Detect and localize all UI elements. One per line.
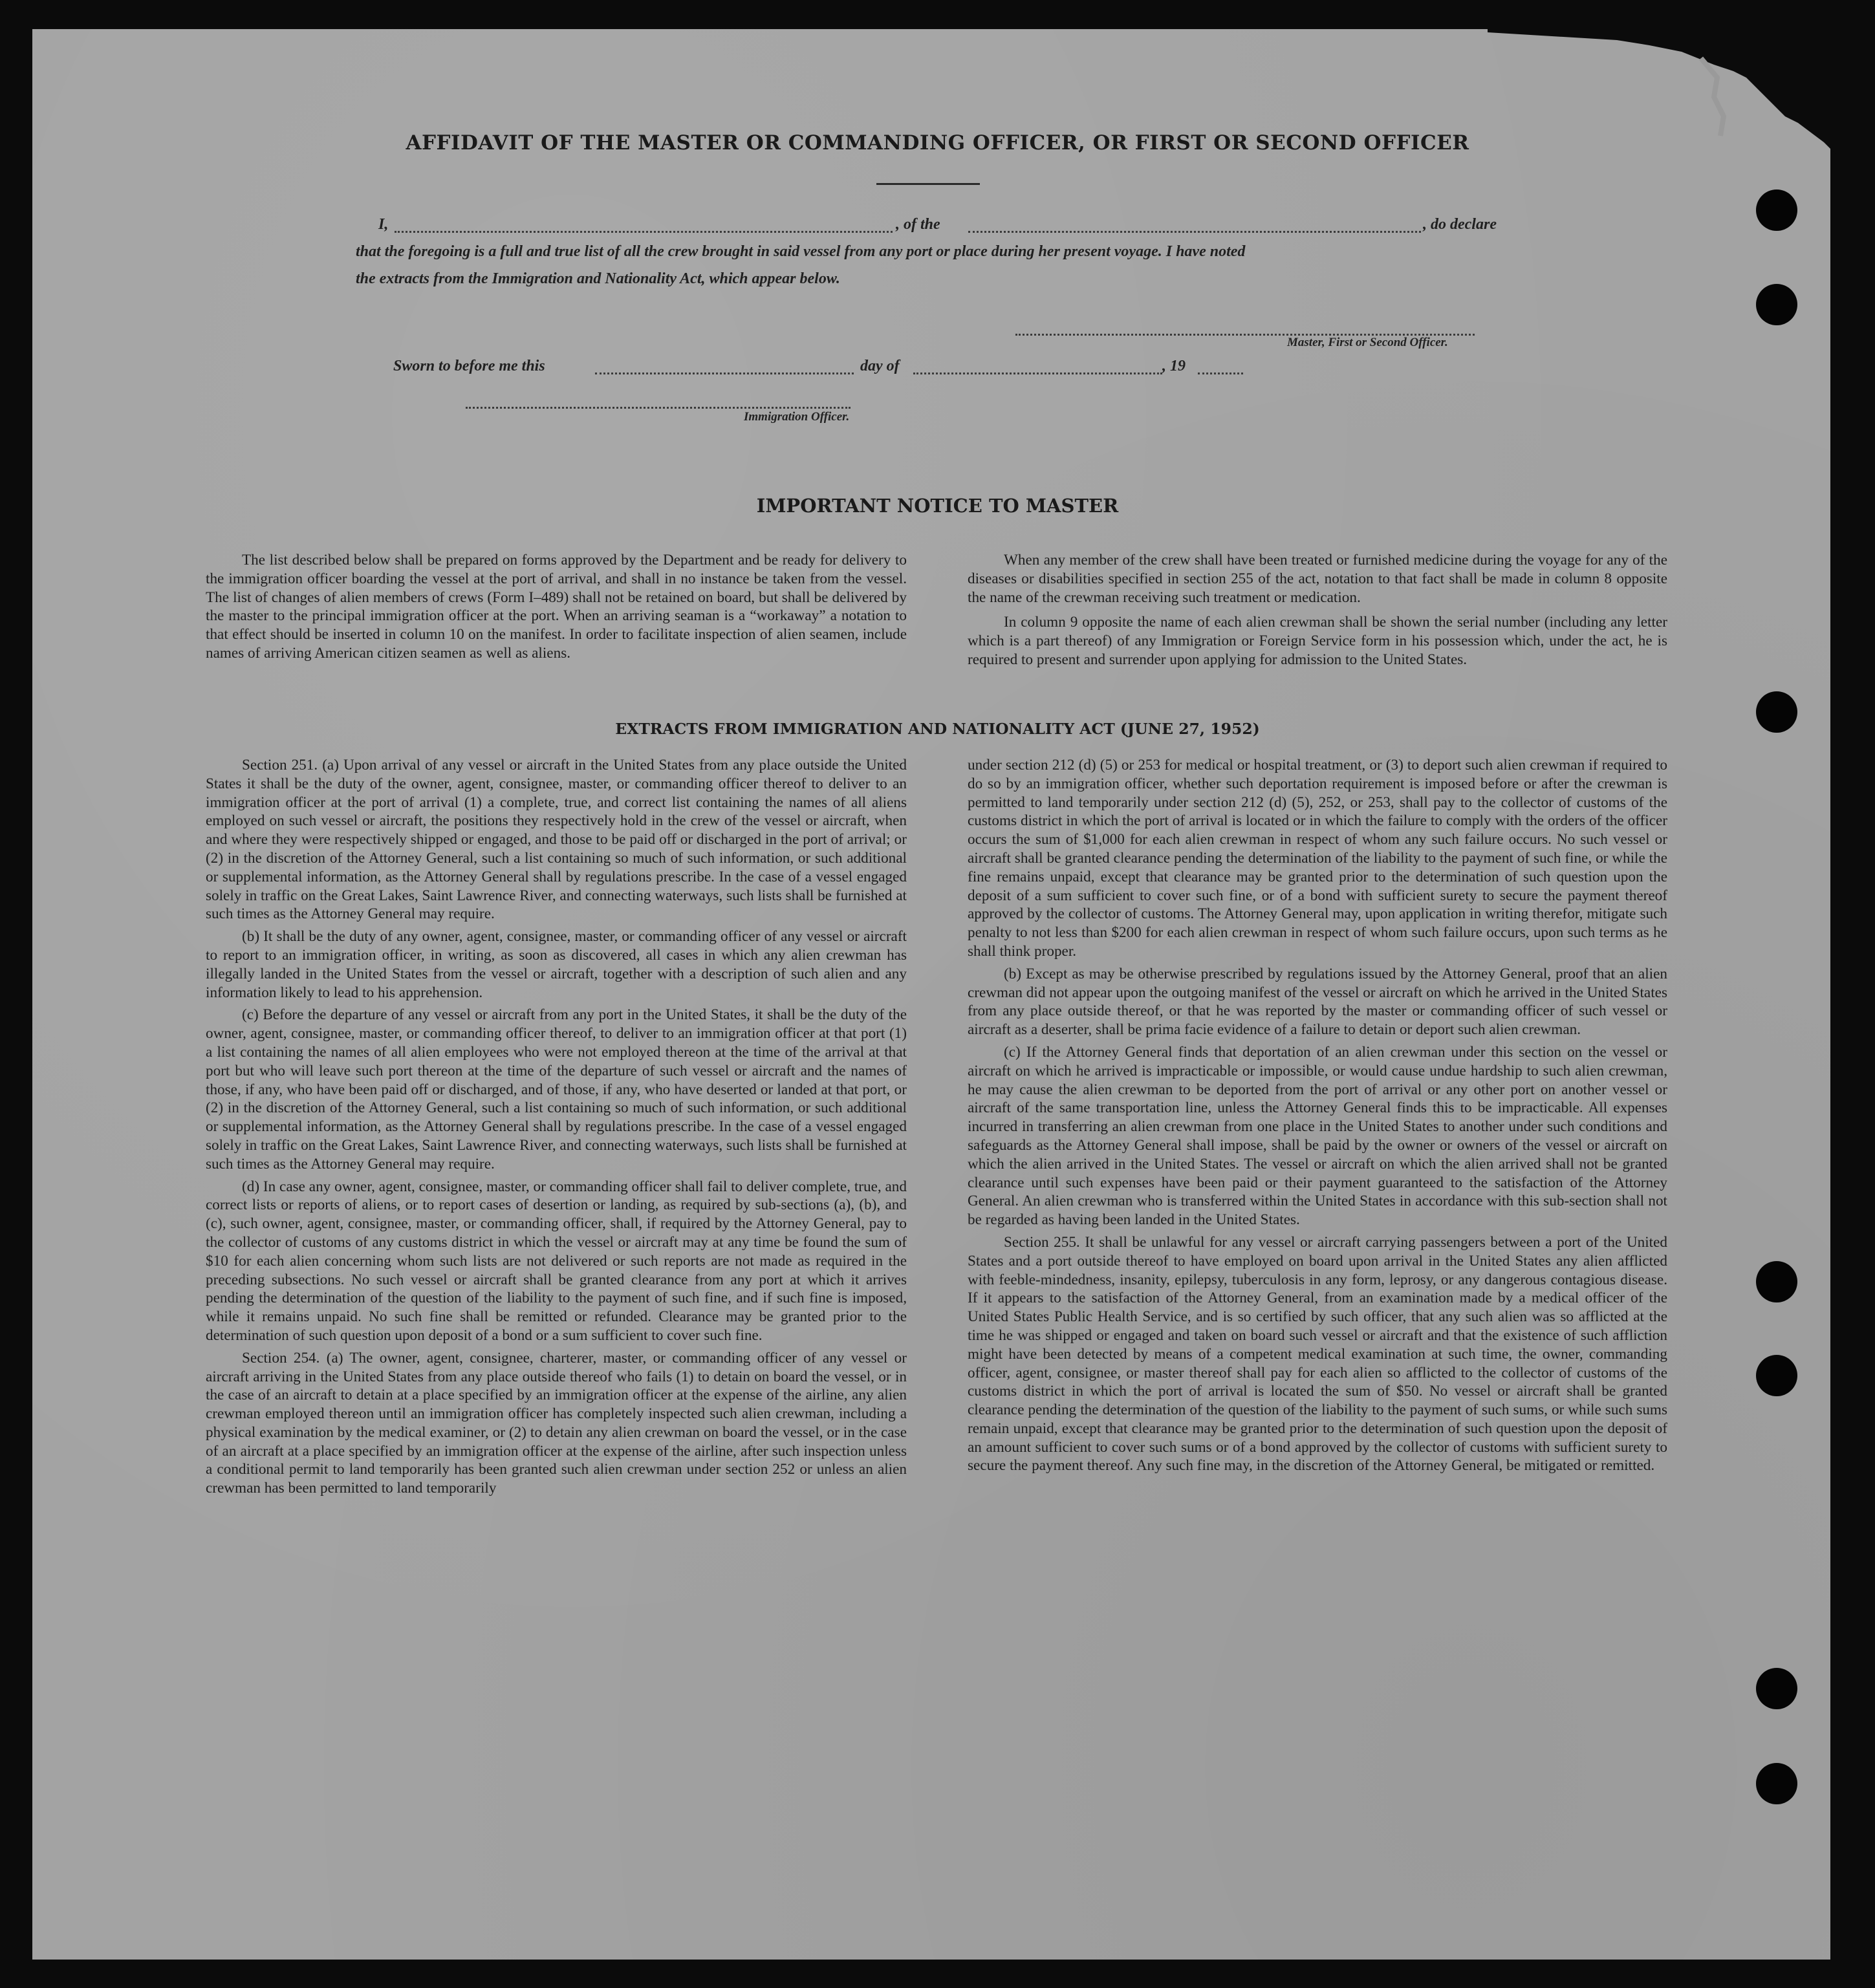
- notice-right-paragraph-1: When any member of the crew shall have been treated or furnished medicine during the voyage for any of the diseases or disabilities specified in section 255 of the act, notation to that fact shall be made in column 8 opposite the name of the crewman receiving such treatment or medication.: [968, 552, 1667, 606]
- declaration-statement-line-2: the extracts from the Immigration and Nationality Act, which appear below.: [356, 270, 840, 287]
- declare-do-declare-label: , do declare: [1423, 216, 1497, 233]
- extracts-title: EXTRACTS FROM IMMIGRATION AND NATIONALITY ACT (JUNE 27, 1952): [615, 720, 1260, 738]
- extracts-right-column: [968, 756, 1667, 1479]
- notice-left-column: [206, 551, 907, 667]
- punch-hole: [1756, 1668, 1797, 1709]
- declare-i-label: I,: [378, 216, 389, 233]
- section-254-b: (b) Except as may be otherwise prescribed by regulations issued by the Attorney General, proof that an alien crewman did not appear upon the outgoing manifest of the vessel or aircraft on which he arrived in the United States from any place outside thereof, or that he was reported by the master or commanding officer of such vessel or aircraft as a deserter, shall be prima facie evidence of a failure to detain or deport such alien crewman.: [968, 965, 1667, 1039]
- year-label: , 19: [1162, 358, 1186, 374]
- section-254-c: (c) If the Attorney General finds that deportation of an alien crewman under this section on the vessel or aircraft on which he arrived is impracticable or impossible, or would cause undue hardship to such alien crewman, he may cause the alien crewman to be deported from the port of arrival or any other port on another vessel or aircraft of the same transportation line, unless the Attorney General finds this to be impracticable. All expenses incurred in transferring an alien crewman from one place in the United States to another under such conditions and safeguards as the Attorney General shall impose, shall be paid by the owner or owners of the vessel or aircraft on which the alien arrived in the United States. The vessel or aircraft on which the alien arrived shall not be granted clearance until such expenses have been paid or their payment guaranteed to the satisfaction of the Attorney General. An alien crewman who is transferred within the United States in accordance with this sub-section shall not be regarded as having been landed in the United States.: [968, 1043, 1667, 1229]
- sworn-month-blank: [913, 373, 1162, 374]
- sworn-label: Sworn to before me this: [393, 358, 545, 374]
- section-254-a-continued: under section 212 (d) (5) or 253 for medical or hospital treatment, or (3) to deport such alien crewman if required to do so by an immigration officer, whether such deportation requirement is imposed before or after the crewman is permitted to land temporarily under section 212 (d) (5), 252, or 253, shall pay to the collector of customs of the customs district in which the port of arrival is located or in which the failure to comply with the orders of the officer occurs the sum of $1,000 for each alien crewman in respect of whom any such failure occurs. No such vessel or aircraft shall be granted clearance pending the determination of the liability to the payment of such fine, or while the fine remains unpaid, except that clearance may be granted prior to the determination of such question upon the deposit of a sum sufficient to cover such fine, or of a bond with sufficient surety to secure the payment thereof approved by the collector of customs. The Attorney General may, upon application in writing therefor, mitigate such penalty to not less than $200 for each alien crewman in respect of whom such failure occurs, upon such terms as he shall think proper.: [968, 757, 1667, 960]
- notice-left-paragraph: The list described below shall be prepared on forms approved by the Department and be ready for delivery to the immigration officer boarding the vessel at the port of arrival, and shall in no instance be taken from the vessel. The list of changes of alien members of crews (Form I–489) shall not be retained on board, but shall be delivered by the master to the principal immigration officer at the port. When an arriving seaman is a “workaway” a notation to that effect should be inserted in column 10 on the manifest. In order to facilitate inspection of alien seamen, include names of arriving American citizen seamen as well as aliens.: [206, 552, 907, 662]
- vessel-blank: [968, 231, 1421, 233]
- punch-hole: [1756, 284, 1797, 325]
- sworn-year-blank: [1198, 373, 1243, 374]
- notice-title: IMPORTANT NOTICE TO MASTER: [756, 495, 1119, 517]
- section-251-c: (c) Before the departure of any vessel or aircraft from any port in the United States, it shall be the duty of the owner, agent, consignee, master, or commanding officer thereof, to deliver to an immigration officer at that port (1) a list containing the names of all alien employees who were not employed thereon at the time of the arrival at that port but who will leave such port thereon at the time of the departure of such vessel or aircraft and the names of those, if any, who have been paid off or discharged, and of those, if any, who have deserted or landed at that port, or (2) in the discretion of the Attorney General, such a list containing so much of such information, or such additional or supplemental information, as the Attorney General shall by regulations prescribe. In the case of a vessel engaged solely in traffic on the Great Lakes, Saint Lawrence River, and connecting waterways, such lists shall be furnished at such times as the Attorney General may require.: [206, 1006, 907, 1172]
- punch-hole: [1756, 1261, 1797, 1302]
- section-251-b: (b) It shall be the duty of any owner, agent, consignee, master, or commanding officer of any vessel or aircraft to report to an immigration officer, in writing, as soon as discovered, all cases in which any alien crewman has illegally landed in the United States from the vessel or aircraft, together with a description of such alien and any information likely to lead to his apprehension.: [206, 928, 907, 1001]
- section-254-a: Section 254. (a) The owner, agent, consignee, charterer, master, or commanding officer of any vessel or aircraft arriving in the United States from any place outside thereof who fails (1) to detain on board the vessel, or in the case of an aircraft to detain at a place specified by an immigration officer at the expense of the airline, any alien crewman employed thereon until an immigration officer has completely inspected such alien crewman, including a physical examination by the medical examiner, or (2) to detain any alien crewman on board the vessel, or in the case of an aircraft at a place specified by an immigration officer at the expense of the airline, after such inspection unless a conditional permit to land temporarily has been granted such alien crewman under section 252 or unless an alien crewman has been permitted to land temporarily: [206, 1349, 907, 1497]
- immigration-officer-signature-line: [466, 407, 851, 409]
- punch-hole: [1756, 1763, 1797, 1804]
- title-divider: [876, 183, 980, 185]
- section-251-d: (d) In case any owner, agent, consignee, master, or commanding officer shall fail to deliver complete, true, and correct lists or reports of aliens, or to report cases of desertion or landing, as required by sub-sections (a), (b), and (c), such owner, agent, consignee, master, or commanding officer, shall, if required by the Attorney General, pay to the collector of customs of any customs district in which the vessel or aircraft may at any time be found the sum of $10 for each alien concerning whom such lists are not delivered or such reports are not made as required in the preceding subsections. No such vessel or aircraft shall be granted clearance from any port at which it arrives pending the determination of the question of the liability to the payment of such fine, and if such fine is imposed, while it remains unpaid. No such fine shall be remitted or refunded. Clearance may be granted prior to the determination of such question upon deposit of a bond or a sum sufficient to cover such fine.: [206, 1178, 907, 1344]
- punch-hole: [1756, 189, 1797, 231]
- affidavit-title: AFFIDAVIT OF THE MASTER OR COMMANDING OFFICER, OR FIRST OR SECOND OFFICER: [406, 131, 1469, 155]
- declare-of-the-label: , of the: [896, 216, 940, 233]
- punch-hole: [1756, 1355, 1797, 1396]
- section-255: Section 255. It shall be unlawful for any vessel or aircraft carrying passengers between a port of the United States and a port outside thereof to have employed on board upon arrival in the United States any alien afflicted with feeble-mindedness, insanity, epilepsy, tuberculosis in any form, leprosy, or any dangerous contagious disease. If it appears to the satisfaction of the Attorney General, from an examination made by a medical officer of the United States Public Health Service, and is so certified by such officer, that any such alien was so afflicted at the time he was shipped or engaged and taken on board such vessel or aircraft and that the existence of such affliction might have been detected by means of a competent medical examination at such time, the owner, commanding officer, agent, consignee, or master thereof shall pay for each alien so afflicted to the collector of customs of the customs district in which the port of arrival is located the sum of $50. No vessel or aircraft shall be granted clearance pending the determination of the question of the liability to the payment of such sums, or while such sums remain unpaid, except that clearance may be granted prior to the determination of such question upon the deposit of an amount sufficient to cover such sums or of a bond approved by the collector of customs with sufficient surety to secure the payment thereof. Any such fine may, in the discretion of the Attorney General, be mitigated or remitted.: [968, 1233, 1667, 1475]
- section-251-a: Section 251. (a) Upon arrival of any vessel or aircraft in the United States from any place outside the United States it shall be the duty of the owner, agent, consignee, master, or commanding officer thereof to deliver to an immigration officer at the port of arrival (1) a complete, true, and correct list containing the names of all aliens employed on such vessel or aircraft, the positions they respectively hold in the crew of the vessel or aircraft, when and where they were respectively shipped or engaged, and those to be paid off or discharged in the port of arrival; or (2) in the discretion of the Attorney General, such a list containing so much of such information, or such additional or supplemental information, as the Attorney General shall by regulations prescribe. In the case of a vessel engaged solely in traffic on the Great Lakes, Saint Lawrence River, and connecting waterways, such lists shall be furnished at such times as the Attorney General may require.: [206, 757, 907, 923]
- master-signature-caption: Master, First or Second Officer.: [1287, 336, 1448, 349]
- extracts-left-column: [206, 756, 907, 1502]
- declaration-statement-line-1: that the foregoing is a full and true list of all the crew brought in said vessel from any port or place during her present voyage. I have noted: [356, 243, 1246, 260]
- sworn-day-blank: [595, 373, 854, 374]
- immigration-officer-caption: Immigration Officer.: [744, 410, 850, 424]
- name-blank: [395, 231, 893, 233]
- notice-right-paragraph-2: In column 9 opposite the name of each alien crewman shall be shown the serial number (including any letter which is a part thereof) of any Immigration or Foreign Service form in his possession which, under the act, he is required to present and surrender upon applying for admission to the United States.: [968, 614, 1667, 668]
- notice-right-column: [968, 551, 1667, 673]
- day-of-label: day of: [860, 358, 900, 374]
